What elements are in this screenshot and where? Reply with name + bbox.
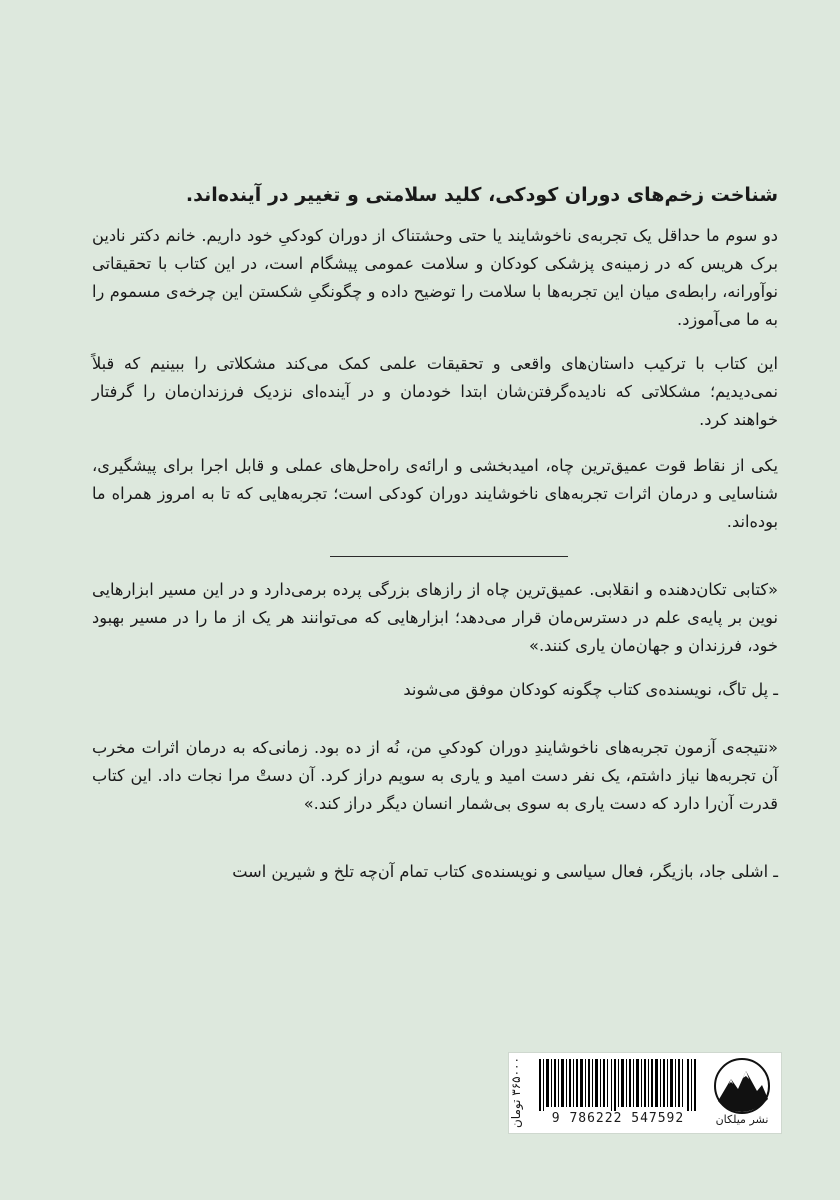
endorsement-quote-1: «کتابی تکان‌دهنده و انقلابی. عمیق‌ترین چاه از رازهای بزرگی پرده برمی‌دارد و در این مسیر ابزارهایی نوین بر پایه‌ی علم در دسترس‌مان قرار می‌دهد؛ ابزارهایی که می‌توانند هر یک از ما را در مسیر بهبود خود، فرزندان و جهان‌مان یاری کنند.» (92, 580, 778, 655)
barcode-panel (508, 1052, 782, 1134)
barcode-icon (537, 1059, 697, 1111)
endorsement-attribution-1: ـ پل تاگ، نویسنده‌ی کتاب چگونه کودکان موفق می‌شوند (403, 680, 778, 699)
blurb-paragraph-3: یکی از نقاط قوت عمیق‌ترین چاه، امیدبخشی و ارائه‌ی راه‌حل‌های عملی و قابل اجرا برای پیشگیری، شناسایی و درمان اثرات تجربه‌های ناخوشایند دوران کودکی است؛ تجربه‌هایی که تا به امروز همراه ما بوده‌اند. (92, 456, 778, 531)
blurb-paragraph-2: این کتاب با ترکیب داستان‌های واقعی و تحقیقات علمی کمک می‌کند مشکلاتی را ببینیم که قبلاً نمی‌دیدیم؛ مشکلاتی که نادیده‌گرفتن‌شان ابتدا خودمان و در آینده‌ای نزدیک فرزندان‌مان را گرفتار خواهند کرد. (92, 354, 778, 429)
publisher-name: نشر میلکان (715, 1113, 769, 1126)
isbn-number: 9 786222 547592 (551, 1111, 685, 1126)
blurb-paragraph-1: دو سوم ما حداقل یک تجربه‌ی ناخوشایند یا حتی وحشتناک از دوران کودکیِ خود داریم. خانم دکتر نادین برک هریس که در زمینه‌ی پزشکی کودکان و سلامت عمومی پیشگام است، در این کتاب با تحقیقاتی نوآورانه، رابطه‌ی میان این تجربه‌ها با سلامت را توضیح داده و چگونگیِ شکستن این چرخه‌ی مسموم را به ما می‌آموزد. (92, 226, 778, 329)
publisher-mountain-logo-icon (709, 1057, 775, 1115)
section-divider (330, 556, 568, 557)
price-label: ۳۶۵۰۰۰ تومان (509, 1057, 523, 1129)
endorsement-attribution-2: ـ اشلی جاد، بازیگر، فعال سیاسی و نویسنده‌ی کتاب تمام آن‌چه تلخ و شیرین است (232, 862, 778, 881)
cover-headline: شناخت زخم‌های دوران کودکی، کلید سلامتی و تغییر در آینده‌اند. (185, 184, 778, 206)
endorsement-quote-2: «نتیجه‌ی آزمون تجربه‌های ناخوشایندِ دوران کودکیِ من، نُه از ده بود. زمانی‌که به درمان اثرات مخرب آن تجربه‌ها نیاز داشتم، یک نفر دست امید و یاری به سویم دراز کرد. آن دستْ مرا نجات داد. این کتاب قدرت آن‌را دارد که دست یاری به سوی بی‌شمار انسان دیگر دراز کند.» (92, 738, 778, 813)
